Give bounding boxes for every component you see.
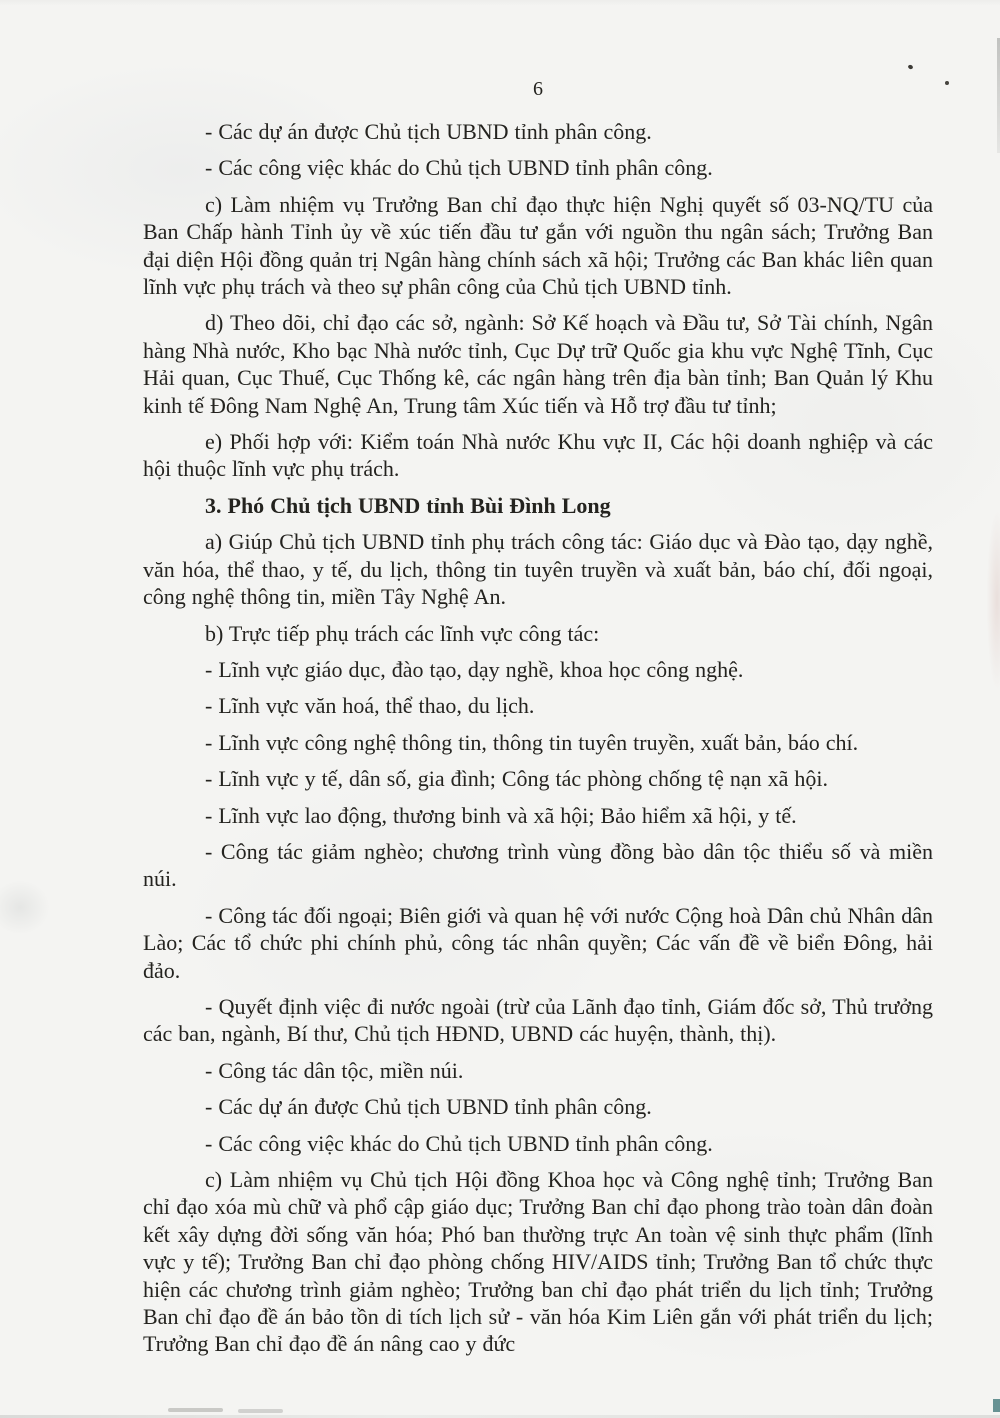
list-item: - Lĩnh vực văn hoá, thể thao, du lịch. — [205, 693, 535, 719]
list-item: - Lĩnh vực công nghệ thông tin, thông tin tuyên truyền, xuất bản, báo chí. — [205, 729, 859, 755]
list-item: - Các công việc khác do Chủ tịch UBND tỉnh phân công. — [205, 1130, 713, 1156]
list-item: - Các dự án được Chủ tịch UBND tỉnh phân công. — [205, 1094, 652, 1120]
scan-smudge — [238, 1409, 283, 1413]
scan-smudge — [976, 470, 1000, 730]
list-item: - Lĩnh vực giáo dục, đào tạo, dạy nghề, khoa học công nghệ. — [205, 656, 744, 682]
section-heading: 3. Phó Chủ tịch UBND tỉnh Bùi Đình Long — [205, 492, 611, 518]
paragraph: a) Giúp Chủ tịch UBND tỉnh phụ trách công tác: Giáo dục và Đào tạo, dạy nghề, văn hóa, thể thao, y tế, du lịch, thông tin tuyên truyền và xuất bản, báo chí, đối ngoại, công nghệ thông tin, miền Tây Nghệ An. — [143, 529, 933, 610]
list-item: - Lĩnh vực lao động, thương binh và xã hội; Bảo hiểm xã hội, y tế. — [205, 802, 797, 828]
ink-dot — [907, 64, 913, 70]
paragraph: d) Theo dõi, chỉ đạo các sở, ngành: Sở Kế hoạch và Đầu tư, Sở Tài chính, Ngân hàng Nhà nước, Kho bạc Nhà nước tỉnh, Cục Dự trữ Quốc gia khu vực Nghệ Tĩnh, Cục Hải quan, Cục Thuế, Cục Thống kê, các ngân hàng trên địa bàn tỉnh; Ban Quản lý Khu kinh tế Đông Nam Nghệ An, Trung tâm Xúc tiến và Hỗ trợ đầu tư tỉnh; — [143, 310, 933, 418]
scan-smudge — [0, 880, 50, 935]
document-body — [143, 118, 933, 1367]
list-item: - Lĩnh vực y tế, dân số, gia đình; Công tác phòng chống tệ nạn xã hội. — [205, 766, 828, 792]
paragraph: b) Trực tiếp phụ trách các lĩnh vực công tác: — [205, 620, 600, 646]
scan-smudge — [168, 1408, 223, 1412]
paragraph: c) Làm nhiệm vụ Chủ tịch Hội đồng Khoa học và Công nghệ tỉnh; Trưởng Ban chỉ đạo xóa mù chữ và phổ cập giáo dục; Trưởng Ban chỉ đạo phong trào toàn dân đoàn kết xây dựng đời sống văn hóa; Phó ban thường trực An toàn vệ sinh thực phẩm (lĩnh vực y tế); Trưởng Ban chỉ đạo phòng chống HIV/AIDS tỉnh; Trưởng Ban tổ chức thực hiện các chương trình giảm nghèo; Trưởng ban chỉ đạo phát triển du lịch tỉnh; Trưởng Ban chỉ đạo đề án bảo tồn di tích lịch sử - văn hóa Kim Liên gắn với phát triển du lịch; Trưởng Ban chỉ đạo đề án nâng cao y đức — [143, 1167, 933, 1357]
ink-dot — [945, 81, 949, 85]
paragraph: e) Phối hợp với: Kiểm toán Nhà nước Khu vực II, Các hội doanh nghiệp và các hội thuộc lĩnh vực phụ trách. — [143, 429, 933, 482]
list-item: - Công tác dân tộc, miền núi. — [205, 1057, 464, 1083]
paragraph: - Công tác đối ngoại; Biên giới và quan hệ với nước Cộng hoà Dân chủ Nhân dân Lào; Các tổ chức phi chính phủ, công tác nhân quyền; Các vấn đề về biển Đông, hải đảo. — [143, 902, 933, 983]
list-item: - Các công việc khác do Chủ tịch UBND tỉnh phân công. — [205, 155, 713, 181]
paragraph: - Quyết định việc đi nước ngoài (trừ của Lãnh đạo tỉnh, Giám đốc sở, Thủ trưởng các ban, ngành, Bí thư, Chủ tịch HĐND, UBND các huyện, thành, thị). — [143, 993, 933, 1047]
page-number: 6 — [533, 78, 543, 100]
list-item: - Các dự án được Chủ tịch UBND tỉnh phân công. — [205, 119, 652, 144]
list-item: - Công tác giảm nghèo; chương trình vùng đồng bào dân tộc thiểu số và miền núi. — [143, 838, 933, 892]
paragraph: c) Làm nhiệm vụ Trưởng Ban chỉ đạo thực hiện Nghị quyết số 03-NQ/TU của Ban Chấp hành Tỉnh ủy về xúc tiến đầu tư gắn với nguồn thu ngân sách; Trưởng Ban đại diện Hội đồng quản trị Ngân hàng chính sách xã hội; Trưởng các Ban khác liên quan lĩnh vực phụ trách và theo sự phân công của Chủ tịch UBND tỉnh. — [143, 191, 933, 300]
scan-corner-mark — [993, 1399, 1000, 1412]
